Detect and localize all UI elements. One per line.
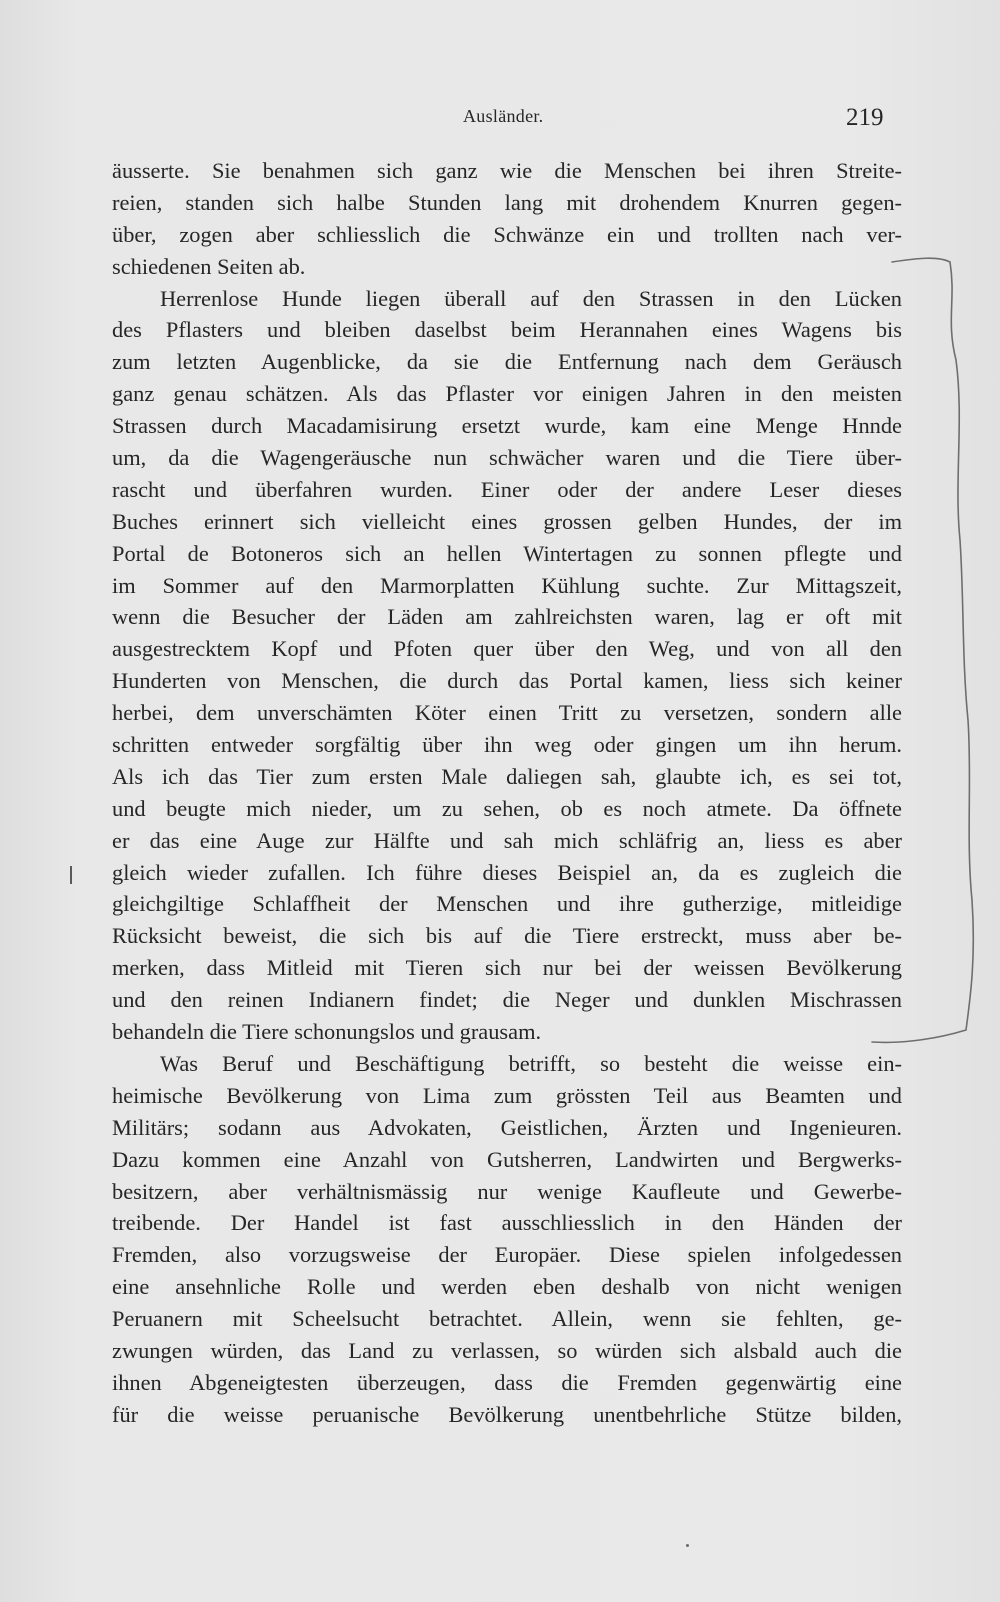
text-line: behandeln die Tiere schonungslos und grausam. bbox=[112, 1019, 542, 1045]
text-line: zwungen würden, das Land zu verlassen, so würden sich alsbald auch die bbox=[112, 1337, 902, 1363]
text-line: wenn die Besucher der Läden am zahlreichsten waren, lag er oft mit bbox=[112, 604, 902, 630]
text-line: eine ansehnliche Rolle und werden eben deshalb von nicht wenigen bbox=[112, 1274, 902, 1300]
running-title: Ausländer. bbox=[463, 106, 544, 126]
body-text bbox=[112, 155, 902, 1431]
text-line: schiedenen Seiten ab. bbox=[112, 253, 306, 279]
page-number: 219 bbox=[846, 104, 884, 131]
text-line: im Sommer auf den Marmorplatten Kühlung suchte. Zur Mittagszeit, bbox=[112, 572, 902, 598]
paragraph-start-line: Herrenlose Hunde liegen überall auf den Strassen in den Lücken bbox=[160, 285, 902, 311]
text-line: gleich wieder zufallen. Ich führe dieses Beispiel an, da es zugleich die bbox=[112, 859, 902, 885]
text-line: Rücksicht beweist, die sich bis auf die Tiere erstreckt, muss aber be- bbox=[112, 923, 902, 949]
text-line: heimische Bevölkerung von Lima zum grössten Teil aus Beamten und bbox=[112, 1082, 902, 1108]
text-line: für die weisse peruanische Bevölkerung unentbehrliche Stütze bilden, bbox=[112, 1401, 902, 1427]
text-line: Als ich das Tier zum ersten Male daliegen sah, glaubte ich, es sei tot, bbox=[112, 763, 902, 789]
text-line: Peruanern mit Scheelsucht betrachtet. Allein, wenn sie fehlten, ge- bbox=[112, 1306, 902, 1332]
text-line: ausgestrecktem Kopf und Pfoten quer über den Weg, und von all den bbox=[112, 636, 902, 662]
text-line: zum letzten Augenblicke, da sie die Entfernung nach dem Geräusch bbox=[112, 349, 902, 375]
paragraph-start-line: Was Beruf und Beschäftigung betrifft, so besteht die weisse ein- bbox=[160, 1050, 902, 1076]
text-line: Hunderten von Menschen, die durch das Portal kamen, liess sich keiner bbox=[112, 668, 902, 694]
text-line: schritten entweder sorgfältig über ihn weg oder gingen um ihn herum. bbox=[112, 732, 902, 758]
text-line: Portal de Botoneros sich an hellen Wintertagen zu sonnen pflegte und bbox=[112, 540, 902, 566]
text-line: reien, standen sich halbe Stunden lang mit drohendem Knurren gegen- bbox=[112, 189, 902, 215]
text-line: über, zogen aber schliesslich die Schwänze ein und trollten nach ver- bbox=[112, 221, 902, 247]
text-line: ihnen Abgeneigtesten überzeugen, dass die Fremden gegenwärtig eine bbox=[112, 1369, 902, 1395]
text-line: Militärs; sodann aus Advokaten, Geistlichen, Ärzten und Ingenieuren. bbox=[112, 1114, 902, 1140]
text-line: und beugte mich nieder, um zu sehen, ob es noch atmete. Da öffnete bbox=[112, 795, 902, 821]
text-line: Buches erinnert sich vielleicht eines grossen gelben Hundes, der im bbox=[112, 508, 902, 534]
text-line: merken, dass Mitleid mit Tieren sich nur bei der weissen Bevölkerung bbox=[112, 955, 902, 981]
text-line: gleichgiltige Schlaffheit der Menschen und ihre gutherzige, mitleidige bbox=[112, 891, 902, 917]
text-line: äusserte. Sie benahmen sich ganz wie die Menschen bei ihren Streite- bbox=[112, 158, 902, 183]
text-line: er das eine Auge zur Hälfte und sah mich schläfrig an, liess es aber bbox=[112, 827, 902, 853]
text-line: um, da die Wagengeräusche nun schwächer waren und die Tiere über- bbox=[112, 445, 902, 471]
text-line: rascht und überfahren wurden. Einer oder der andere Leser dieses bbox=[112, 476, 902, 502]
text-line: und den reinen Indianern findet; die Neger und dunklen Mischrassen bbox=[112, 987, 902, 1013]
text-line: Fremden, also vorzugsweise der Europäer. Diese spielen infolgedessen bbox=[112, 1242, 902, 1268]
text-line: Strassen durch Macadamisirung ersetzt wurde, kam eine Menge Hnnde bbox=[112, 413, 902, 439]
paper-spot bbox=[686, 1544, 689, 1547]
text-line: besitzern, aber verhältnismässig nur wenige Kaufleute und Gewerbe- bbox=[112, 1178, 902, 1204]
text-line: treibende. Der Handel ist fast ausschliesslich in den Händen der bbox=[112, 1210, 902, 1236]
text-line: herbei, dem unverschämten Köter einen Tritt zu versetzen, sondern alle bbox=[112, 700, 902, 726]
text-line: des Pflasters und bleiben daselbst beim Herannahen eines Wagens bis bbox=[112, 317, 902, 343]
text-line: Dazu kommen eine Anzahl von Gutsherren, Landwirten und Bergwerks- bbox=[112, 1146, 902, 1172]
margin-tick-mark bbox=[70, 866, 72, 884]
text-line: ganz genau schätzen. Als das Pflaster vor einigen Jahren in den meisten bbox=[112, 381, 902, 407]
